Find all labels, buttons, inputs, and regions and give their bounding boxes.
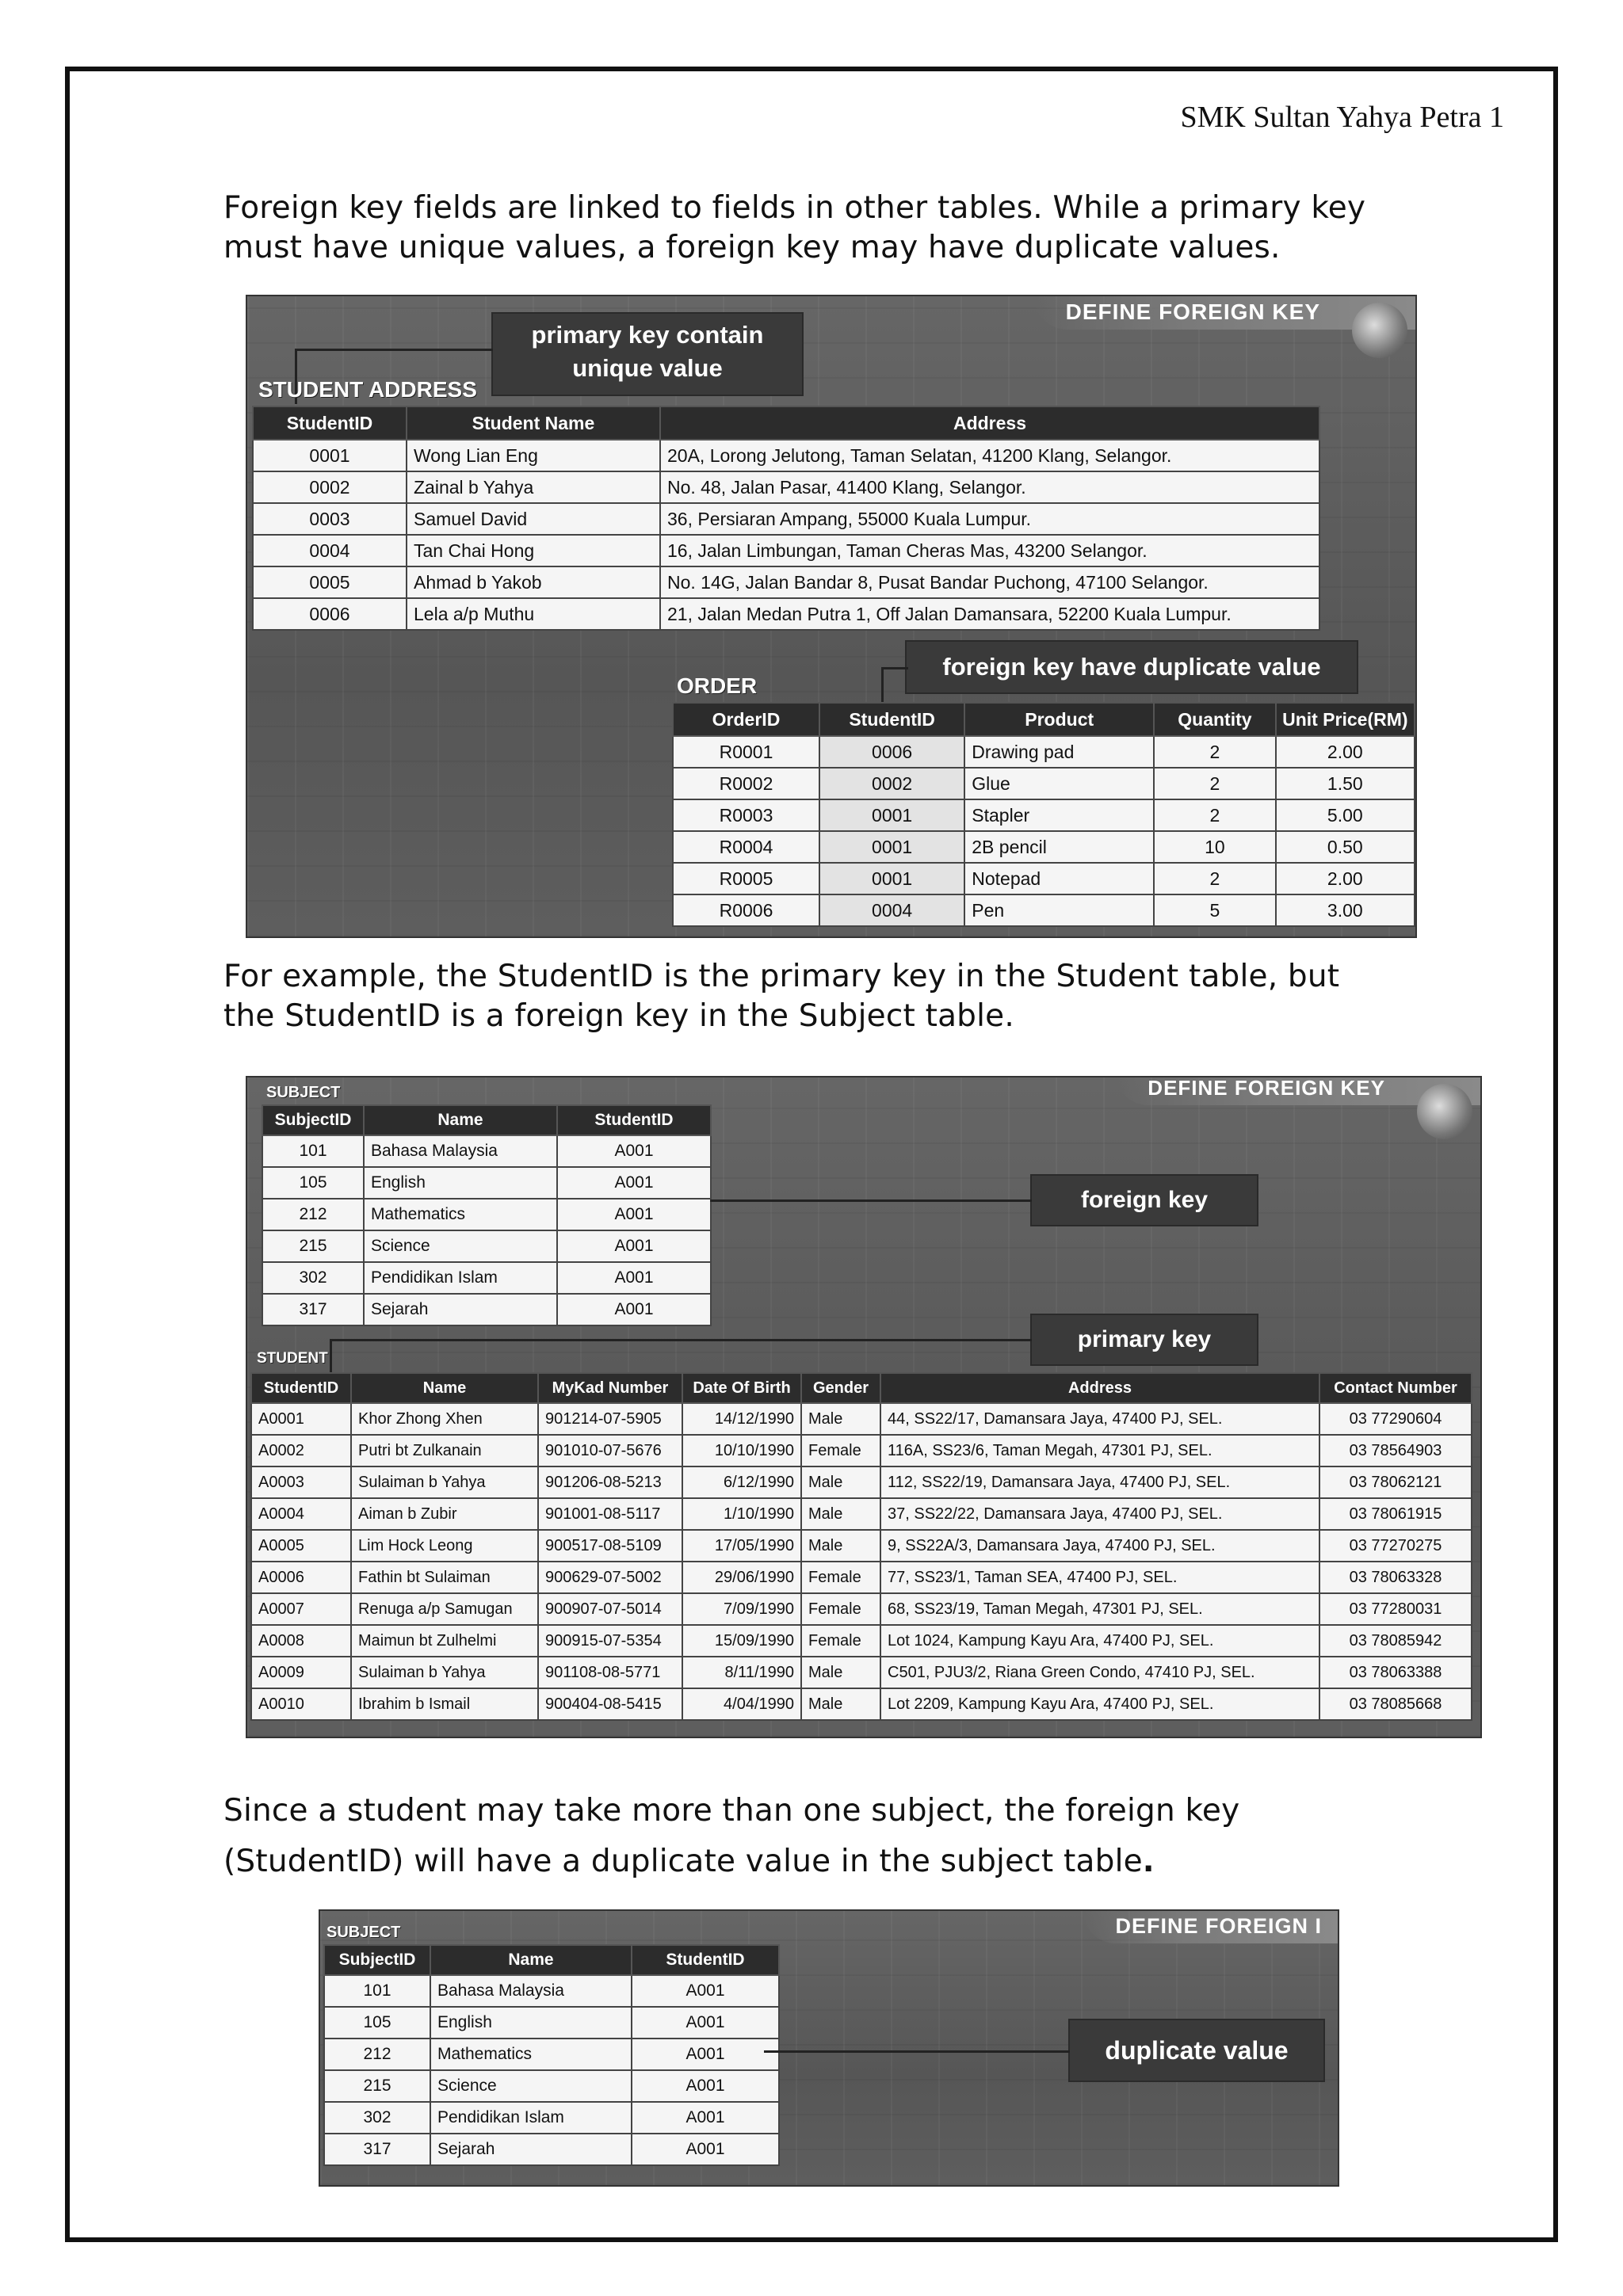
table-cell: 900629-07-5002 <box>538 1562 682 1593</box>
table-cell: 116A, SS23/6, Taman Megah, 47301 PJ, SEL. <box>880 1435 1319 1466</box>
table-cell: 0002 <box>253 471 407 503</box>
table-cell: A001 <box>557 1262 711 1294</box>
table-cell: 901108-08-5771 <box>538 1657 682 1688</box>
table-cell: 302 <box>324 2102 430 2134</box>
callout-duplicate-value: duplicate value <box>1070 2020 1323 2081</box>
column-header: StudentID <box>819 703 964 736</box>
table-cell: 212 <box>262 1199 364 1230</box>
table-row <box>262 1199 711 1230</box>
callout-primary-key: primary key <box>1032 1315 1257 1364</box>
table-cell: A0002 <box>251 1435 351 1466</box>
table-cell: 4/04/1990 <box>682 1688 801 1720</box>
intro-line-1: Foreign key fields are linked to fields in other tables. While a primary key <box>223 190 1366 226</box>
table-cell: Female <box>801 1435 880 1466</box>
table-row <box>253 440 1319 471</box>
order-table <box>672 702 1415 927</box>
table-cell: Mathematics <box>364 1199 557 1230</box>
column-header: Name <box>351 1373 538 1403</box>
table-cell: A0001 <box>251 1403 351 1435</box>
table-row <box>673 799 1415 831</box>
table-cell: 29/06/1990 <box>682 1562 801 1593</box>
figure-banner: DEFINE FOREIGN KEY <box>1116 1076 1480 1105</box>
table-cell: No. 14G, Jalan Bandar 8, Pusat Bandar Puchong, 47100 Selangor. <box>660 566 1319 598</box>
connector-line <box>764 2050 1070 2053</box>
table-cell: 03 78062121 <box>1319 1466 1472 1498</box>
table-cell: 2.00 <box>1276 863 1415 894</box>
table-cell: A001 <box>557 1230 711 1262</box>
table-cell: 900907-07-5014 <box>538 1593 682 1625</box>
column-header: OrderID <box>673 703 819 736</box>
table-row <box>253 471 1319 503</box>
table-cell: 112, SS22/19, Damansara Jaya, 47400 PJ, SEL. <box>880 1466 1319 1498</box>
conclusion-line-2-text: (StudentID) will have a duplicate value in the subject table <box>223 1844 1143 1879</box>
table-row <box>251 1435 1472 1466</box>
table-cell: Ibrahim b Ismail <box>351 1688 538 1720</box>
table-cell: Male <box>801 1498 880 1530</box>
table-cell: A001 <box>632 2134 779 2165</box>
example-paragraph <box>223 957 1339 1036</box>
table-cell: 0005 <box>253 566 407 598</box>
table-cell: A001 <box>632 1975 779 2007</box>
column-header: Contact Number <box>1319 1373 1472 1403</box>
figure-banner: DEFINE FOREIGN I <box>1083 1911 1338 1943</box>
table-cell: 2 <box>1154 768 1275 799</box>
callout-primary-line-1: primary key contain <box>531 321 764 349</box>
table-cell: C501, PJU3/2, Riana Green Condo, 47410 PJ, SEL. <box>880 1657 1319 1688</box>
table-cell: 15/09/1990 <box>682 1625 801 1657</box>
table-cell: A0010 <box>251 1688 351 1720</box>
table-cell: 0002 <box>819 768 964 799</box>
table-cell: A001 <box>557 1167 711 1199</box>
callout-foreign-key-duplicate: foreign key have duplicate value <box>907 642 1357 692</box>
table-cell: 901010-07-5676 <box>538 1435 682 1466</box>
table-cell: R0005 <box>673 863 819 894</box>
connector-line <box>295 349 493 351</box>
table-cell: Science <box>430 2070 632 2102</box>
table-cell: A0004 <box>251 1498 351 1530</box>
table-cell: A001 <box>632 2039 779 2070</box>
table-cell: 900915-07-5354 <box>538 1625 682 1657</box>
table-row <box>251 1625 1472 1657</box>
table-cell: 0001 <box>819 863 964 894</box>
table-cell: 9, SS22A/3, Damansara Jaya, 47400 PJ, SEL. <box>880 1530 1319 1562</box>
figure-define-foreign-key-2 <box>246 1076 1482 1738</box>
table-cell: 8/11/1990 <box>682 1657 801 1688</box>
table-cell: Sejarah <box>364 1294 557 1325</box>
table-row <box>324 2070 779 2102</box>
table-cell: 901001-08-5117 <box>538 1498 682 1530</box>
table-cell: 0.50 <box>1276 831 1415 863</box>
table-cell: 5 <box>1154 894 1275 926</box>
table-cell: R0006 <box>673 894 819 926</box>
table-cell: Stapler <box>964 799 1154 831</box>
table-cell: Sejarah <box>430 2134 632 2165</box>
table-cell: A001 <box>632 2070 779 2102</box>
table-cell: Glue <box>964 768 1154 799</box>
table-cell: 44, SS22/17, Damansara Jaya, 47400 PJ, SEL. <box>880 1403 1319 1435</box>
table-cell: 0006 <box>819 736 964 768</box>
table-cell: English <box>430 2007 632 2039</box>
table-cell: A001 <box>557 1294 711 1325</box>
table-cell: English <box>364 1167 557 1199</box>
table-cell: Mathematics <box>430 2039 632 2070</box>
table-cell: Female <box>801 1593 880 1625</box>
table-cell: Aiman b Zubir <box>351 1498 538 1530</box>
table-cell: Lot 2209, Kampung Kayu Ara, 47400 PJ, SEL. <box>880 1688 1319 1720</box>
table-cell: 7/09/1990 <box>682 1593 801 1625</box>
table-cell: Notepad <box>964 863 1154 894</box>
table-cell: R0003 <box>673 799 819 831</box>
table-cell: Lela a/p Muthu <box>407 598 660 630</box>
subject-table <box>323 1944 780 2166</box>
table-cell: 2 <box>1154 799 1275 831</box>
table-cell: Bahasa Malaysia <box>430 1975 632 2007</box>
table-cell: 215 <box>324 2070 430 2102</box>
table-cell: 6/12/1990 <box>682 1466 801 1498</box>
connector-line <box>881 667 908 669</box>
table-row <box>324 1975 779 2007</box>
table-row <box>251 1498 1472 1530</box>
column-header: Gender <box>801 1373 880 1403</box>
table-cell: 03 77290604 <box>1319 1403 1472 1435</box>
table-cell: A001 <box>557 1135 711 1167</box>
table-cell: 03 78564903 <box>1319 1435 1472 1466</box>
table-cell: 901206-08-5213 <box>538 1466 682 1498</box>
table-row <box>262 1294 711 1325</box>
column-header: Date Of Birth <box>682 1373 801 1403</box>
table-cell: A001 <box>557 1199 711 1230</box>
table-cell: 900404-08-5415 <box>538 1688 682 1720</box>
table-row <box>324 2039 779 2070</box>
table-row <box>324 2102 779 2134</box>
figure-duplicate-value <box>319 1909 1339 2187</box>
table-row <box>251 1657 1472 1688</box>
table-label-student-address: STUDENT ADDRESS <box>258 377 477 402</box>
table-cell: 37, SS22/22, Damansara Jaya, 47400 PJ, SEL. <box>880 1498 1319 1530</box>
table-row <box>251 1593 1472 1625</box>
table-cell: 215 <box>262 1230 364 1262</box>
column-header: StudentID <box>253 406 407 440</box>
table-cell: 10/10/1990 <box>682 1435 801 1466</box>
table-cell: 3.00 <box>1276 894 1415 926</box>
student-table <box>250 1372 1472 1721</box>
column-header: Unit Price(RM) <box>1276 703 1415 736</box>
table-cell: Male <box>801 1530 880 1562</box>
table-row <box>253 503 1319 535</box>
table-cell: Putri bt Zulkanain <box>351 1435 538 1466</box>
table-cell: 03 77270275 <box>1319 1530 1472 1562</box>
callout-foreign-key: foreign key <box>1032 1176 1257 1225</box>
conclusion-paragraph <box>223 1786 1239 1887</box>
table-cell: Renuga a/p Samugan <box>351 1593 538 1625</box>
table-row <box>324 2134 779 2165</box>
table-cell: 03 77280031 <box>1319 1593 1472 1625</box>
table-cell: No. 48, Jalan Pasar, 41400 Klang, Selangor. <box>660 471 1319 503</box>
table-cell: 14/12/1990 <box>682 1403 801 1435</box>
table-cell: Khor Zhong Xhen <box>351 1403 538 1435</box>
table-cell: Zainal b Yahya <box>407 471 660 503</box>
table-cell: A0008 <box>251 1625 351 1657</box>
subject-table <box>262 1104 712 1326</box>
table-cell: 2 <box>1154 863 1275 894</box>
table-cell: A0007 <box>251 1593 351 1625</box>
column-header: StudentID <box>251 1373 351 1403</box>
table-cell: Wong Lian Eng <box>407 440 660 471</box>
table-cell: A001 <box>632 2102 779 2134</box>
table-cell: Sulaiman b Yahya <box>351 1466 538 1498</box>
connector-line <box>330 1339 1032 1341</box>
table-cell: R0004 <box>673 831 819 863</box>
table-cell: 10 <box>1154 831 1275 863</box>
callout-primary-line-2: unique value <box>572 354 723 382</box>
table-cell: Female <box>801 1562 880 1593</box>
table-cell: 105 <box>262 1167 364 1199</box>
column-header: Product <box>964 703 1154 736</box>
table-cell: 0006 <box>253 598 407 630</box>
table-label-order: ORDER <box>677 673 758 698</box>
table-cell: 0001 <box>253 440 407 471</box>
table-cell: 5.00 <box>1276 799 1415 831</box>
table-row <box>324 2007 779 2039</box>
table-cell: Male <box>801 1466 880 1498</box>
table-label-student: STUDENT <box>257 1350 328 1367</box>
column-header: SubjectID <box>324 1945 430 1975</box>
conclusion-line-2 <box>223 1836 1239 1887</box>
table-row <box>262 1262 711 1294</box>
table-cell: 2 <box>1154 736 1275 768</box>
table-cell: 0001 <box>819 799 964 831</box>
table-cell: A0006 <box>251 1562 351 1593</box>
column-header: StudentID <box>557 1105 711 1135</box>
table-cell: 0003 <box>253 503 407 535</box>
table-cell: 03 78061915 <box>1319 1498 1472 1530</box>
table-row <box>251 1403 1472 1435</box>
table-cell: A0003 <box>251 1466 351 1498</box>
table-row <box>673 863 1415 894</box>
table-cell: Fathin bt Sulaiman <box>351 1562 538 1593</box>
table-cell: 900517-08-5109 <box>538 1530 682 1562</box>
table-cell: 0004 <box>253 535 407 566</box>
table-cell: Science <box>364 1230 557 1262</box>
table-cell: 0001 <box>819 831 964 863</box>
table-cell: 1.50 <box>1276 768 1415 799</box>
table-cell: 302 <box>262 1262 364 1294</box>
table-cell: 0004 <box>819 894 964 926</box>
figure-banner: DEFINE FOREIGN KEY <box>1034 296 1415 330</box>
table-cell: Pendidikan Islam <box>430 2102 632 2134</box>
table-cell: 36, Persiaran Ampang, 55000 Kuala Lumpur. <box>660 503 1319 535</box>
table-row <box>262 1135 711 1167</box>
figure-define-foreign-key-1 <box>246 295 1417 938</box>
table-cell: Bahasa Malaysia <box>364 1135 557 1167</box>
table-cell: 317 <box>324 2134 430 2165</box>
table-cell: Drawing pad <box>964 736 1154 768</box>
table-label-subject: SUBJECT <box>327 1924 401 1941</box>
table-row <box>262 1230 711 1262</box>
table-cell: Sulaiman b Yahya <box>351 1657 538 1688</box>
table-cell: 101 <box>324 1975 430 2007</box>
table-cell: 1/10/1990 <box>682 1498 801 1530</box>
table-row <box>251 1562 1472 1593</box>
table-cell: 03 78085668 <box>1319 1688 1472 1720</box>
table-row <box>251 1466 1472 1498</box>
table-cell: 03 78085942 <box>1319 1625 1472 1657</box>
column-header: Quantity <box>1154 703 1275 736</box>
column-header: MyKad Number <box>538 1373 682 1403</box>
table-cell: A0009 <box>251 1657 351 1688</box>
example-line-2: the StudentID is a foreign key in the Subject table. <box>223 998 1014 1034</box>
table-cell: Male <box>801 1688 880 1720</box>
table-row <box>673 894 1415 926</box>
table-row <box>253 566 1319 598</box>
table-cell: A0005 <box>251 1530 351 1562</box>
table-cell: 212 <box>324 2039 430 2070</box>
conclusion-line-1: Since a student may take more than one subject, the foreign key <box>223 1793 1240 1829</box>
computer-icon <box>1417 1084 1472 1139</box>
table-cell: 317 <box>262 1294 364 1325</box>
table-cell: Tan Chai Hong <box>407 535 660 566</box>
table-cell: 20A, Lorong Jelutong, Taman Selatan, 41200 Klang, Selangor. <box>660 440 1319 471</box>
callout-primary-key-unique <box>493 314 802 395</box>
column-header: SubjectID <box>262 1105 364 1135</box>
table-cell: 2B pencil <box>964 831 1154 863</box>
table-cell: 77, SS23/1, Taman SEA, 47400 PJ, SEL. <box>880 1562 1319 1593</box>
table-cell: Pen <box>964 894 1154 926</box>
table-cell: 03 78063328 <box>1319 1562 1472 1593</box>
table-cell: Lim Hock Leong <box>351 1530 538 1562</box>
table-row <box>253 598 1319 630</box>
table-cell: 16, Jalan Limbungan, Taman Cheras Mas, 43200 Selangor. <box>660 535 1319 566</box>
intro-line-2: must have unique values, a foreign key may have duplicate values. <box>223 230 1281 265</box>
computer-icon <box>1352 303 1407 358</box>
table-cell: R0002 <box>673 768 819 799</box>
table-cell: Samuel David <box>407 503 660 535</box>
table-cell: Maimun bt Zulhelmi <box>351 1625 538 1657</box>
table-row <box>262 1167 711 1199</box>
table-row <box>673 831 1415 863</box>
table-cell: 21, Jalan Medan Putra 1, Off Jalan Damansara, 52200 Kuala Lumpur. <box>660 598 1319 630</box>
table-cell: A001 <box>632 2007 779 2039</box>
table-row <box>251 1530 1472 1562</box>
page-header-school-name: SMK Sultan Yahya Petra 1 <box>1180 101 1504 134</box>
table-row <box>251 1688 1472 1720</box>
table-cell: 105 <box>324 2007 430 2039</box>
table-row <box>253 535 1319 566</box>
table-cell: Ahmad b Yakob <box>407 566 660 598</box>
table-cell: 101 <box>262 1135 364 1167</box>
table-cell: Pendidikan Islam <box>364 1262 557 1294</box>
table-cell: 17/05/1990 <box>682 1530 801 1562</box>
table-cell: 901214-07-5905 <box>538 1403 682 1435</box>
connector-line <box>330 1339 332 1375</box>
table-cell: Female <box>801 1625 880 1657</box>
student-address-table <box>252 406 1320 631</box>
column-header: Student Name <box>407 406 660 440</box>
table-cell: 03 78063388 <box>1319 1657 1472 1688</box>
table-cell: Lot 1024, Kampung Kayu Ara, 47400 PJ, SEL. <box>880 1625 1319 1657</box>
table-cell: Male <box>801 1403 880 1435</box>
table-row <box>673 736 1415 768</box>
example-line-1: For example, the StudentID is the primary key in the Student table, but <box>223 959 1340 994</box>
column-header: Name <box>364 1105 557 1135</box>
table-cell: 68, SS23/19, Taman Megah, 47301 PJ, SEL. <box>880 1593 1319 1625</box>
table-label-subject: SUBJECT <box>266 1084 341 1101</box>
column-header: StudentID <box>632 1945 779 1975</box>
column-header: Name <box>430 1945 632 1975</box>
conclusion-period: . <box>1142 1844 1155 1879</box>
connector-line <box>710 1199 1032 1202</box>
table-cell: 2.00 <box>1276 736 1415 768</box>
table-cell: R0001 <box>673 736 819 768</box>
column-header: Address <box>660 406 1319 440</box>
column-header: Address <box>880 1373 1319 1403</box>
table-row <box>673 768 1415 799</box>
intro-paragraph <box>223 189 1365 268</box>
table-cell: Male <box>801 1657 880 1688</box>
